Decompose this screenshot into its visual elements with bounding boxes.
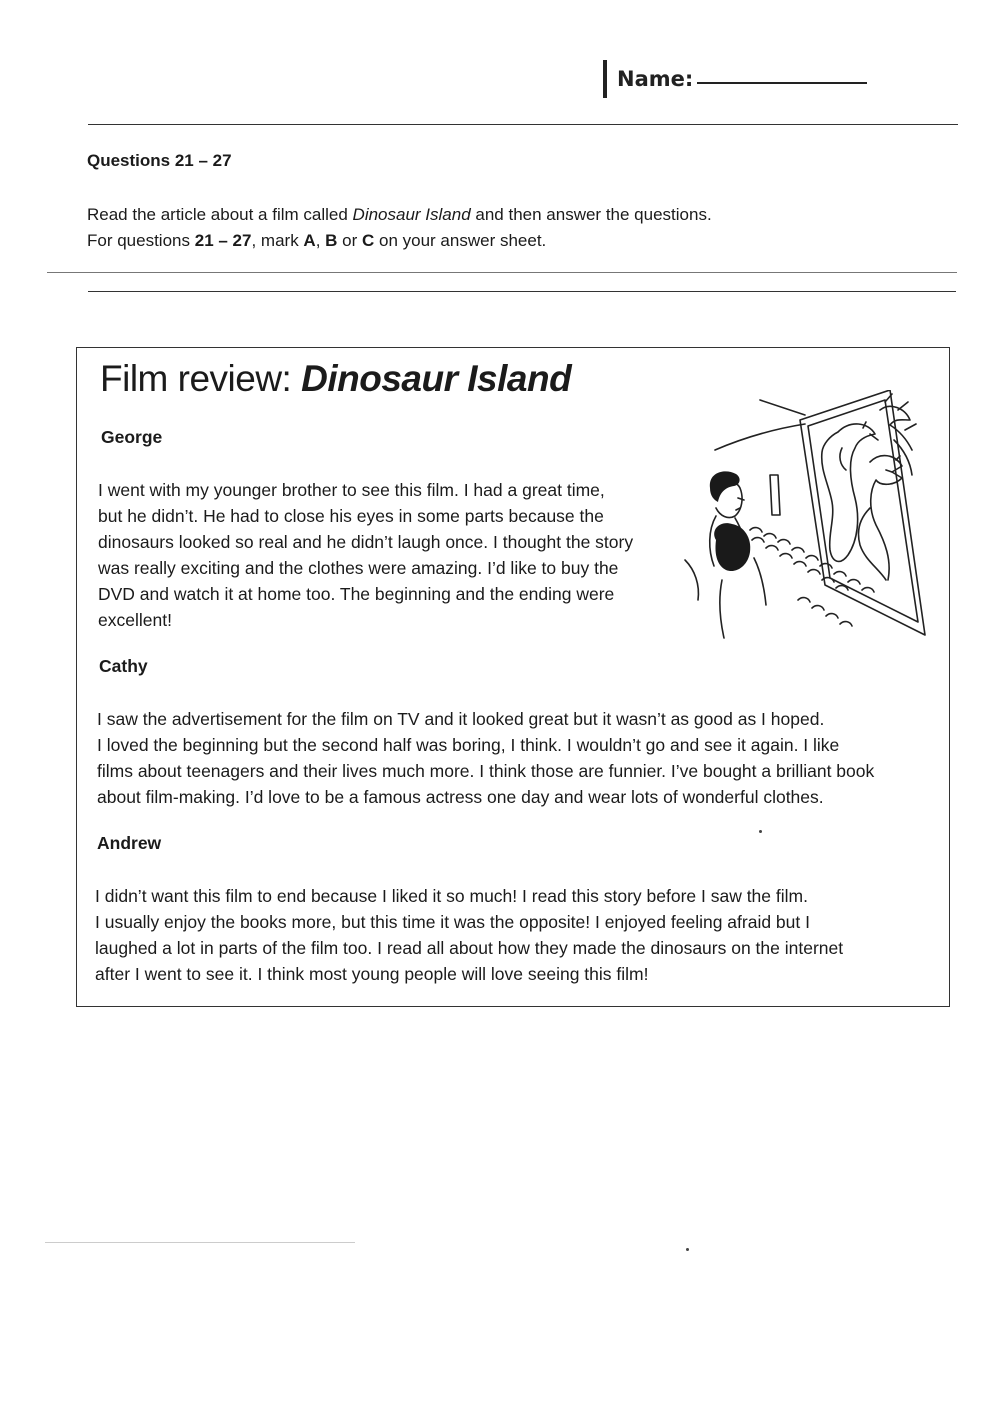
- scan-speck: [686, 1248, 689, 1251]
- name-bar: [603, 60, 607, 98]
- review-text-george: I went with my younger brother to see this film. I had a great time, but he didn’t. He had to close his eyes in some parts because the dinosaurs looked so real and he didn’t laugh once. I thought the story was really exciting and the clothes were amazing. I’d like to buy the DVD and watch it at home too. The beginning and the ending were excellent!: [98, 480, 634, 630]
- divider-lower: [88, 291, 956, 292]
- review-text-andrew: I didn’t want this film to end because I liked it so much! I read this story before I saw the film. I usually enjoy the books more, but this time it was the opposite! I enjoyed feeling afraid but I laughed a lot in parts of the film too. I read all about how they made the dinosaurs on the internet after I went to see it. I think most young people will love seeing this film!: [95, 886, 844, 984]
- review-title: Film review: Dinosaur Island: [100, 358, 572, 399]
- top-divider: [88, 124, 958, 125]
- instructions-line-1: Read the article about a film called Dinosaur Island and then answer the questions.: [87, 205, 712, 224]
- reviewer-name-george: George: [101, 427, 163, 447]
- name-label: Name:: [617, 67, 694, 91]
- reviewer-name-cathy: Cathy: [99, 656, 148, 676]
- name-field: [603, 60, 867, 98]
- reviewer-name-andrew: Andrew: [97, 833, 162, 853]
- questions-title: Questions 21 – 27: [87, 151, 232, 170]
- instructions-line-2: For questions 21 – 27, mark A, B or C on your answer sheet.: [87, 231, 547, 250]
- divider-upper: [47, 272, 957, 273]
- review-text-cathy: I saw the advertisement for the film on TV and it looked great but it wasn’t as good as I hoped. I loved the beginning but the second half was boring, I think. I wouldn’t go and see it again. I like films about teenagers and their lives much more. I think those are funnier. I’ve bought a brilliant book about film-making. I’d love to be a famous actress one day and wear lots of wonderful clothes.: [97, 709, 875, 807]
- boys-watching-dinosaur-film-icon: [680, 390, 930, 640]
- name-blank-line[interactable]: [697, 82, 867, 84]
- scan-speck: [759, 830, 762, 833]
- instructions: [87, 202, 847, 254]
- scan-artifact-line: [45, 1242, 355, 1243]
